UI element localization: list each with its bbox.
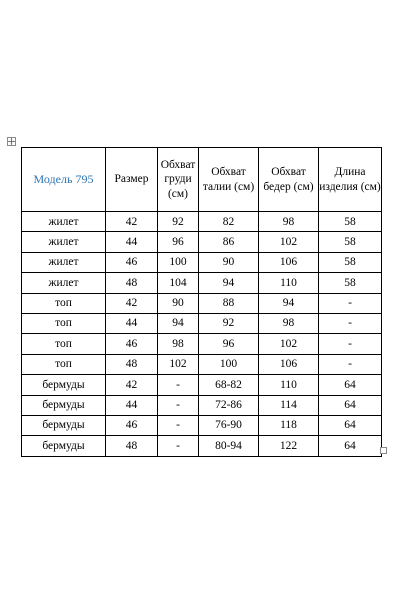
cell-hips: 110 [259, 375, 319, 395]
cell-size: 44 [106, 395, 158, 415]
cell-length: - [319, 313, 382, 333]
cell-waist: 100 [199, 354, 259, 374]
cell-chest: 100 [158, 252, 199, 272]
cell-chest: 98 [158, 334, 199, 354]
cell-chest: 92 [158, 212, 199, 232]
cell-waist: 90 [199, 252, 259, 272]
cell-waist: 88 [199, 293, 259, 313]
cell-hips: 94 [259, 293, 319, 313]
cell-length: 58 [319, 232, 382, 252]
cell-chest: 102 [158, 354, 199, 374]
cell-size: 46 [106, 334, 158, 354]
table-row [22, 415, 382, 435]
cell-hips: 102 [259, 334, 319, 354]
cell-chest: - [158, 436, 199, 456]
cell-waist: 76-90 [199, 415, 259, 435]
cell-size: 48 [106, 354, 158, 374]
cell-hips: 106 [259, 252, 319, 272]
cell-waist: 72-86 [199, 395, 259, 415]
cell-size: 42 [106, 293, 158, 313]
cell-hips: 110 [259, 273, 319, 293]
table-row [22, 252, 382, 272]
cell-waist: 96 [199, 334, 259, 354]
square-resize-icon[interactable] [380, 447, 387, 454]
cell-item: бермуды [22, 415, 106, 435]
cell-chest: 104 [158, 273, 199, 293]
table-row [22, 436, 382, 456]
cell-item: жилет [22, 252, 106, 272]
cell-length: 64 [319, 415, 382, 435]
header-waist: Обхват талии (см) [199, 148, 259, 212]
cell-item: топ [22, 334, 106, 354]
table-row [22, 313, 382, 333]
cell-item: топ [22, 313, 106, 333]
cell-chest: - [158, 375, 199, 395]
cell-item: бермуды [22, 375, 106, 395]
cell-chest: 94 [158, 313, 199, 333]
header-length: Длина изделия (см) [319, 148, 382, 212]
cell-size: 46 [106, 415, 158, 435]
cell-size: 44 [106, 313, 158, 333]
cell-waist: 68-82 [199, 375, 259, 395]
cell-size: 44 [106, 232, 158, 252]
cell-length: 64 [319, 436, 382, 456]
header-model [22, 148, 106, 212]
cell-waist: 82 [199, 212, 259, 232]
cell-length: - [319, 293, 382, 313]
cell-hips: 98 [259, 313, 319, 333]
cell-chest: - [158, 395, 199, 415]
cell-hips: 102 [259, 232, 319, 252]
cell-length: 58 [319, 252, 382, 272]
header-size: Размер [106, 148, 158, 212]
cell-item: топ [22, 354, 106, 374]
cell-size: 48 [106, 436, 158, 456]
cell-chest: 90 [158, 293, 199, 313]
table-move-handle-icon[interactable] [7, 137, 16, 146]
cell-length: - [319, 334, 382, 354]
table-row [22, 273, 382, 293]
cell-hips: 106 [259, 354, 319, 374]
table-row [22, 375, 382, 395]
cell-item: топ [22, 293, 106, 313]
header-chest: Обхват груди (см) [158, 148, 199, 212]
model-title: Модель 795 [33, 171, 94, 186]
cell-size: 42 [106, 212, 158, 232]
cell-waist: 92 [199, 313, 259, 333]
cell-length: - [319, 354, 382, 374]
cell-waist: 80-94 [199, 436, 259, 456]
cell-size: 46 [106, 252, 158, 272]
cell-chest: 96 [158, 232, 199, 252]
cell-item: бермуды [22, 395, 106, 415]
cell-item: жилет [22, 232, 106, 252]
cell-hips: 122 [259, 436, 319, 456]
cell-item: жилет [22, 212, 106, 232]
header-hips: Обхват бедер (см) [259, 148, 319, 212]
cell-size: 42 [106, 375, 158, 395]
table-row [22, 334, 382, 354]
cell-chest: - [158, 415, 199, 435]
table-row [22, 395, 382, 415]
cell-hips: 114 [259, 395, 319, 415]
cell-length: 58 [319, 273, 382, 293]
cell-hips: 98 [259, 212, 319, 232]
four-way-move-icon [8, 138, 15, 145]
table-row [22, 354, 382, 374]
cell-waist: 94 [199, 273, 259, 293]
table-row [22, 232, 382, 252]
table-row [22, 293, 382, 313]
cell-item: бермуды [22, 436, 106, 456]
cell-waist: 86 [199, 232, 259, 252]
cell-length: 64 [319, 375, 382, 395]
cell-hips: 118 [259, 415, 319, 435]
cell-item: жилет [22, 273, 106, 293]
cell-size: 48 [106, 273, 158, 293]
table-header-row [22, 148, 382, 212]
size-chart-table [21, 147, 382, 457]
cell-length: 64 [319, 395, 382, 415]
cell-length: 58 [319, 212, 382, 232]
table-row [22, 212, 382, 232]
